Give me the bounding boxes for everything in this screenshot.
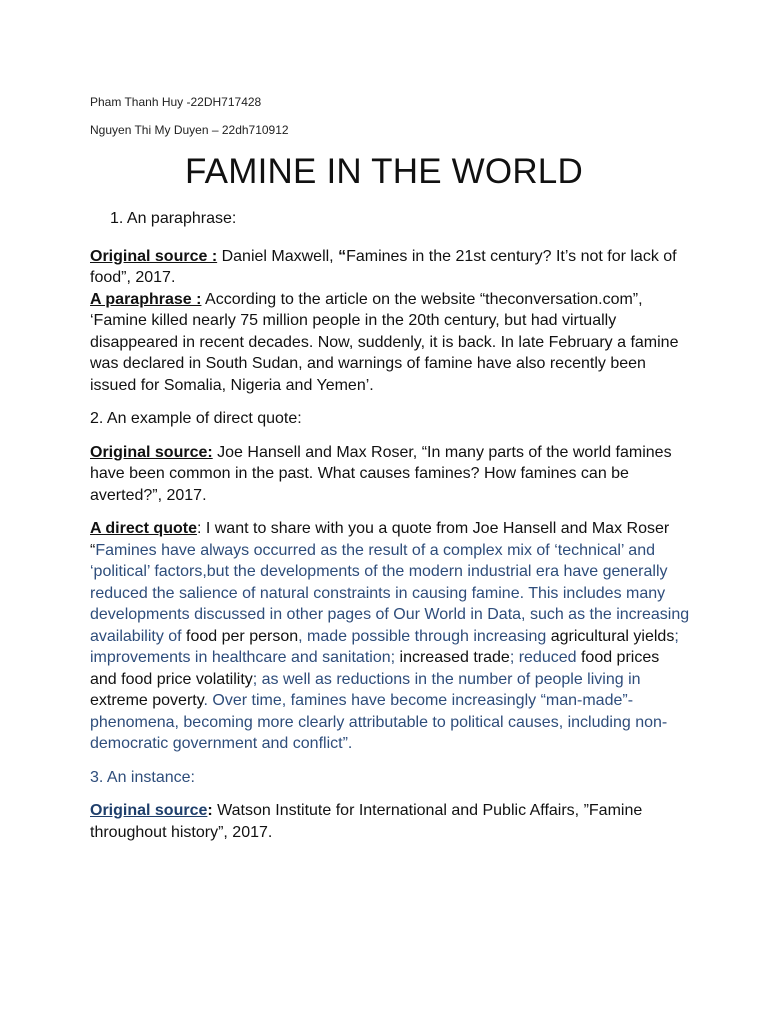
section-1-paraphrase	[90, 289, 690, 397]
original-source-label: Original source	[90, 802, 208, 819]
document-body	[90, 208, 690, 843]
quote-run: ;	[390, 649, 400, 666]
section-2-heading: 2. An example of direct quote:	[90, 410, 302, 427]
section-3-original-source	[90, 800, 690, 843]
quote-run: extreme poverty	[90, 692, 204, 709]
colon-mark: :	[207, 802, 213, 819]
section-1-original-source	[90, 246, 690, 289]
quote-run: Famines have always occurred as the result of a complex mix of ‘technical’ and ‘political’ factors,but the developments of the modern industrial era have generally reduced the salience of natural constraints in causing famine. This includes many developments discussed in other pages of Our World in Data, such as the increasing availability of	[90, 541, 690, 645]
section-1-heading: 1. An paraphrase:	[110, 210, 237, 227]
quote-run: healthcare and sanitation	[211, 649, 391, 666]
section-2-direct-quote	[90, 518, 690, 755]
quote-run: agricultural yields	[550, 627, 675, 645]
quote-run: food prices and food price volatility	[90, 649, 660, 688]
original-source-label: Original source:	[90, 443, 213, 461]
quote-run: . Over time, famines have become increasingly “man-made”-phenomena, becoming more clearly attributable to political causes, including non-democratic government and conflict”.	[90, 692, 668, 752]
original-source-label: Original source :	[90, 247, 218, 265]
quote-run: ; as well as reductions in the number of people living in	[252, 670, 641, 688]
original-source-text: Watson Institute for International and Public Affairs, ”Famine throughout history”, 2017.	[90, 802, 643, 841]
section-3-heading: 3. An instance:	[90, 768, 195, 786]
paraphrase-text: According to the article on the website “theconversation.com”, ‘Famine killed nearly 75 million people in the 20th century, but had virtually disappeared in recent decades. Now, suddenly, it is back. In late February a famine was declared in South Sudan, and warnings of famine have also recently been issued for Somalia, Nigeria and Yemen’.	[90, 290, 679, 394]
paraphrase-label: A paraphrase :	[90, 290, 202, 308]
quote-run: ; improvements in	[90, 627, 679, 666]
open-quote-mark: “	[338, 247, 347, 265]
quote-run: : I want to share with you a quote from Joe Hansell and Max Roser “	[90, 520, 670, 559]
author-1: Pham Thanh Huy -22DH717428	[90, 95, 262, 109]
quote-run: increased trade	[399, 649, 510, 666]
section-2-original-source	[90, 442, 690, 507]
page-title: FAMINE IN THE WORLD	[185, 152, 583, 191]
original-source-text: Daniel Maxwell,	[217, 247, 339, 265]
original-source-text: Joe Hansell and Max Roser, “In many parts of the world famines have been common in the past. What causes famines? How famines can be averted?”, 2017.	[90, 443, 672, 504]
original-source-title: Famines in the 21st century? It’s not for lack of food”, 2017.	[90, 247, 677, 286]
quote-run: , made possible through increasing	[298, 627, 551, 645]
quote-run: ; reduced	[509, 649, 581, 666]
quote-run: food per person	[186, 627, 299, 645]
author-2: Nguyen Thi My Duyen – 22dh710912	[90, 123, 289, 137]
direct-quote-label: A direct quote	[90, 520, 197, 537]
